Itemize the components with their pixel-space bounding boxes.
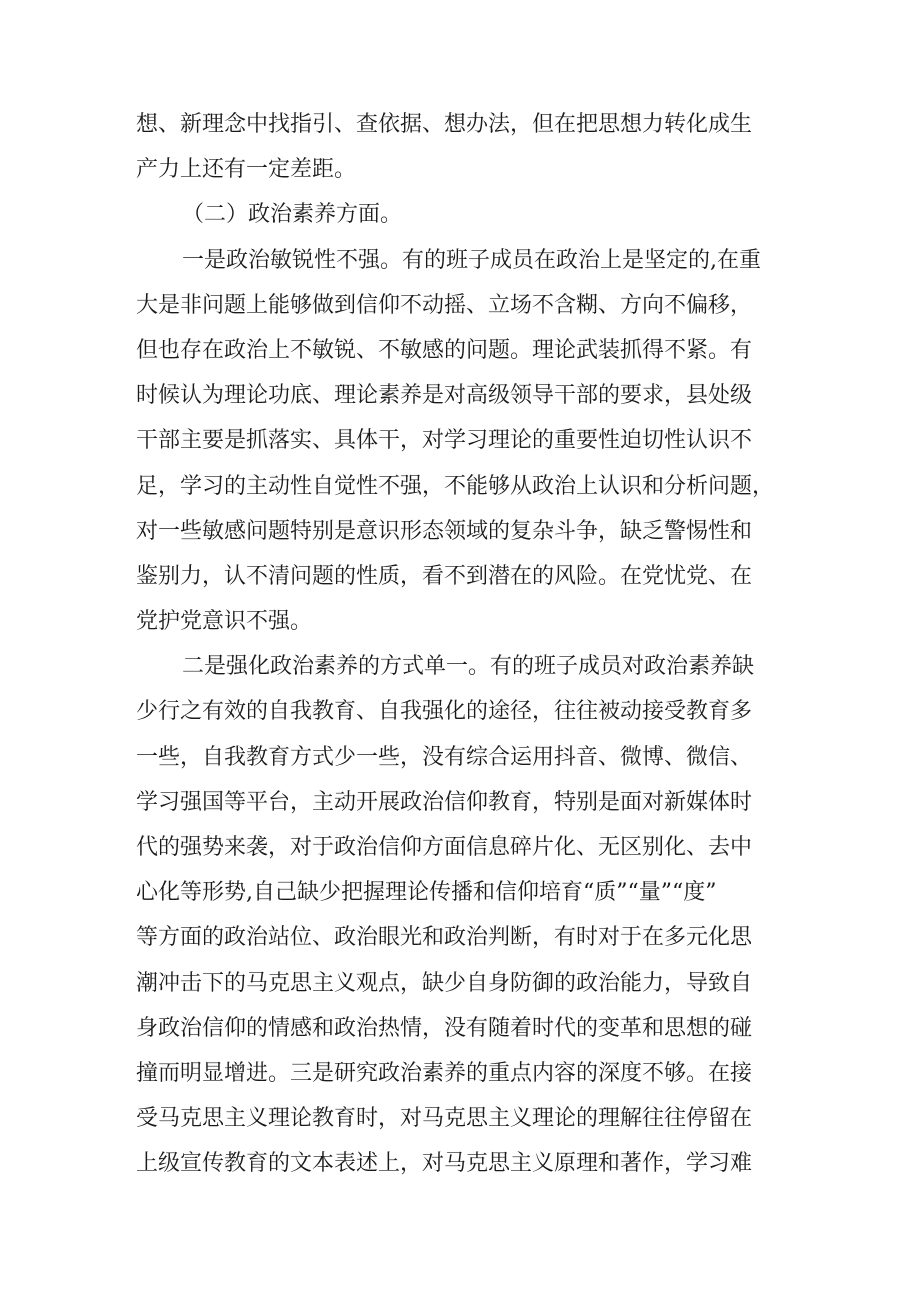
section-heading: （二）政治素养方面。	[182, 202, 403, 228]
text-line: 大是非问题上能够做到信仰不动摇、立场不含糊、方向不偏移，	[136, 292, 753, 318]
text-line: 一是政治敏锐性不强。有的班子成员在政治上是坚定的,在重	[182, 247, 761, 273]
text-line: 产力上还有一定差距。	[136, 157, 357, 183]
text-line: 一些，自我教育方式少一些，没有综合运用抖音、微博、微信、	[136, 744, 753, 770]
text-line: 对一些敏感问题特别是意识形态领域的复杂斗争，缺乏警惕性和	[136, 518, 753, 544]
body-text	[136, 102, 806, 1187]
text-line: 受马克思主义理论教育时，对马克思主义理论的理解往往停留在	[136, 1106, 753, 1132]
text-line: 潮冲击下的马克思主义观点，缺少自身防御的政治能力，导致自	[136, 970, 753, 996]
text-line: 党护党意识不强。	[136, 609, 313, 635]
text-line: 撞而明显增进。三是研究政治素养的重点内容的深度不够。在接	[136, 1060, 753, 1086]
text-line: 鉴别力，认不清问题的性质，看不到潜在的风险。在党忧党、在	[136, 563, 753, 589]
text-line: 干部主要是抓落实、具体干，对学习理论的重要性迫切性认识不	[136, 428, 753, 454]
text-line: 代的强势来袭，对于政治信仰方面信息碎片化、无区别化、去中	[136, 835, 753, 860]
text-line: 二是强化政治素养的方式单一。有的班子成员对政治素养缺	[182, 654, 755, 680]
text-line: 时候认为理论功底、理论素养是对高级领导干部的要求，县处级	[136, 383, 753, 409]
text-line: 但也存在政治上不敏锐、不敏感的问题。理论武装抓得不紧。有	[136, 337, 753, 363]
text-line: 少行之有效的自我教育、自我强化的途径，往往被动接受教育多	[136, 699, 753, 725]
text-line: 上级宣传教育的文本表述上，对马克思主义原理和著作，学习难	[136, 1151, 753, 1177]
text-line: 学习强国等平台，主动开展政治信仰教育，特别是面对新媒体时	[136, 789, 753, 815]
text-line: 想、新理念中找指引、查依据、想办法，但在把思想力转化成生	[136, 112, 753, 137]
text-line: 等方面的政治站位、政治眼光和政治判断，有时对于在多元化思	[136, 925, 753, 951]
text-line: 足，学习的主动性自觉性不强，不能够从政治上认识和分析问题，	[136, 473, 775, 499]
text-line: 身政治信仰的情感和政治热情，没有随着时代的变革和思想的碰	[136, 1015, 753, 1041]
text-line: 心化等形势,自己缺少把握理论传播和信仰培育“质”“量”“度”	[136, 880, 717, 906]
